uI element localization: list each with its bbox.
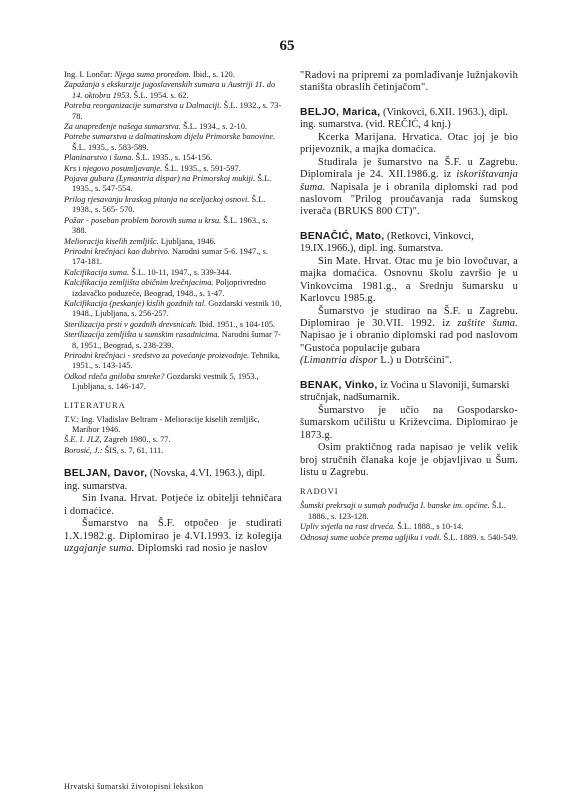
entry-heading-benak: [300, 380, 518, 405]
works-list: [300, 501, 518, 543]
works-item: Upliv svjetla na rast drveća. Š.L. 1888., s 10-14.: [300, 522, 464, 532]
entry-name: BENAČIĆ, Mato,: [300, 230, 385, 242]
page-footer: Hrvatski šumarski životopisni leksikon: [64, 782, 204, 791]
entry-details: (Retkovci, Vinkovci, 19.IX.1966.), dipl. ing. šumarstva.: [300, 230, 474, 255]
entry-heading-beljan: [64, 468, 282, 493]
bibliography-item: Sterilizacija zemljišta u sumskim rasadnicima. Narodni šumar 7-8, 1951., Beograd, s. 238-239.: [64, 330, 281, 350]
entry-heading-beljo: [300, 107, 518, 132]
bibliography-item: Požar - poseban problem borovih suma u krsu. Š.L. 1963., s. 388.: [64, 215, 268, 236]
bibliography-item: Sterilizacija prsti v gozdnih drevsnicah. Ibid. 1951., s 104-105.: [64, 319, 276, 329]
entry-paragraph: Osim praktičnog rada napisao je velik velik broj stručnih članaka koje je objavljivao u Šum. listu u Zagrebu.: [300, 442, 518, 478]
entry-name: BELJO, Marica,: [300, 106, 381, 118]
bibliography-item: Melioracija kiselih zemljišc. Ljubljana, 1946.: [64, 236, 216, 246]
entry-name: BENAK, Vinko,: [300, 379, 378, 391]
bibliography-item: Za unapređenje našega sumarstva. Š.L. 1934., s. 2-10.: [64, 122, 248, 132]
works-item: Odnosaj sume uobće prema ugljiku i vodi. Š.L. 1889. s. 540-549.: [300, 532, 518, 542]
right-column: [300, 70, 518, 543]
bibliography-item: Planinarstvo i šuma. Š.L. 1935., s. 154-156.: [64, 153, 213, 163]
entry-paragraph: Šumarstvo na Š.F. otpočeo je studirati 1.X.1982.g. Diplomirao je 4.VI.1993. iz kolegija uzgajanje suma. Diplomski rad nosio je naslov: [64, 518, 282, 555]
bibliography-item: Kalcifikacija zemljišta običnim krečnjacima. Poljoprivredno izdavačko poduzeće, Beograd, 1948., s. 1-47.: [64, 278, 266, 298]
bibliography-item: Prilog rjesavanju kraskog pitanja na sceljackoj osnovi. Š.L. 1938., s. 565- 570.: [64, 194, 266, 215]
literature-item: Borosić, J.: ŠIS, s. 7, 61, 111.: [64, 445, 164, 455]
bibliography-item: Prirodni krečnjaci - sredstvo za povećanje proizvodnje. Tehnika, 1951., s. 143-145.: [64, 350, 280, 371]
entry-paragraph: Šumarstvo je studirao na Š.F. u Zagrebu. Diplomirao je 30.VII. 1992. iz zaštite šuma. Napisao je i obranio diplomski rad pod naslovom "Gustoća populacije gubara: [300, 305, 518, 354]
bibliography-item: Kalcifikacija (peskanje) kislih gozdnih tal. Gozdarski vestnik 10, 1948., Ljubljana, s. 256-257.: [64, 298, 282, 319]
bibliography-item: Pojava gubara (Lymantria dispar) na Primorskoj mukiji. Š.L. 1935., s. 547-554.: [64, 174, 272, 194]
entry-body-benacic: [300, 256, 518, 368]
entry-heading-benacic: [300, 231, 518, 256]
works-heading: RADOVI: [300, 487, 339, 497]
bibliography-item: Kalcifikacija suma. Š.L. 10-11, 1947., s. 339-344.: [64, 267, 232, 277]
bibliography-item: Potrebe sumarstva u dalmatinskom dijelu Primorske banovine. Š.L. 1935., s. 583-589.: [64, 132, 276, 152]
entry-details: iz Voćina u Slavoniji, šumarski stručnjak, nadšumarnik.: [300, 379, 510, 404]
works-item: Šumski prekrsaji u sumah područja I. banske im. općine. Š.L. 1886., s. 123-128.: [300, 501, 506, 521]
entry-body-beljan: [64, 493, 282, 555]
page-number: 65: [279, 38, 295, 54]
literature-heading: LITERATURA: [64, 400, 126, 410]
bibliography-item: Krs i njegovo posumljavanje. Š.L. 1935., s. 591-597.: [64, 163, 241, 173]
bibliography-item: Ing. I. Lončar: Njega suma proredom. Ibid., s. 120.: [64, 70, 235, 79]
bibliography-item: Potreba reorganizacije sumarstva u Dalmaciji. Š.L. 1932., s. 73-78.: [64, 101, 282, 121]
entry-paragraph: (Limantria dispor L.) u Dotršćini".: [300, 355, 453, 367]
bibliography-item: Zapažanja s ekskurzije jugoslavenskih sumara u Austriji 11. do 14. oktobra 1953. Š.L. 1954. s. 62.: [64, 80, 276, 100]
entry-details: (Vinkovci, 6.XII. 1963.), dipl. ing. sumarstva. (vid. REČIĆ, 4 knj.): [300, 106, 508, 131]
entry-body-benak: [300, 405, 518, 479]
entry-name: BELJAN, Davor,: [64, 468, 148, 480]
entry-paragraph: Sin Ivana. Hrvat. Potjeće iz obitelji tehničara i domaćice.: [64, 493, 282, 517]
literature-item: Š.E. I. JLZ, Zagreb 1980., s. 77.: [64, 435, 171, 445]
entry-paragraph: Kcerka Marijana. Hrvatica. Otac joj je bio prijevoznik, a majka domaćica.: [300, 132, 518, 156]
entry-body-beljo: [300, 132, 518, 219]
continued-text: "Radovi na pripremi za pomlađivanje lužnjakovih staništa obraslih četinjačom".: [300, 70, 518, 94]
bibliography-list: [64, 70, 282, 393]
literature-list: [64, 415, 282, 457]
literature-item: T.V.: Ing. Vladislav Beltram - Melioracije kiselih zemljišc, Maribor 1946.: [64, 414, 260, 434]
left-column: [64, 70, 282, 555]
bibliography-item: Odkod rdeča gniloba smreke? Gozdarski vestnik 5, 1953., Ljubljana, s. 146-147.: [64, 371, 259, 392]
entry-paragraph: Sin Mate. Hrvat. Otac mu je bio lovočuvar, a majka domaćica. Osnovnu školu završio je u Vinkovcima 1981.g., a Srednju šumarsku u Karlovcu 1985.g.: [300, 256, 518, 305]
bibliography-item: Prirodni krečnjaci kao đubrivo. Narodni sumar 5-6. 1947., s. 174-181.: [64, 246, 268, 267]
entry-paragraph: Šumarstvo je učio na Gospodarsko-šumarskom učilištu u Križevcima. Diplomirao je 1873.g.: [300, 404, 518, 441]
entry-details: (Novska, 4.VI. 1963.), dipl. ing. sumarstva.: [64, 468, 266, 492]
entry-paragraph: Studirala je šumarstvo na Š.F. u Zagrebu. Diplomirala je 24. XII.1986.g. iz iskorištavanja šuma. Napisala je i obranila diplomski rad pod naslovom "Prilog proučavanja rada šumskog iverača (BRUKS 800 CT)".: [300, 156, 518, 218]
